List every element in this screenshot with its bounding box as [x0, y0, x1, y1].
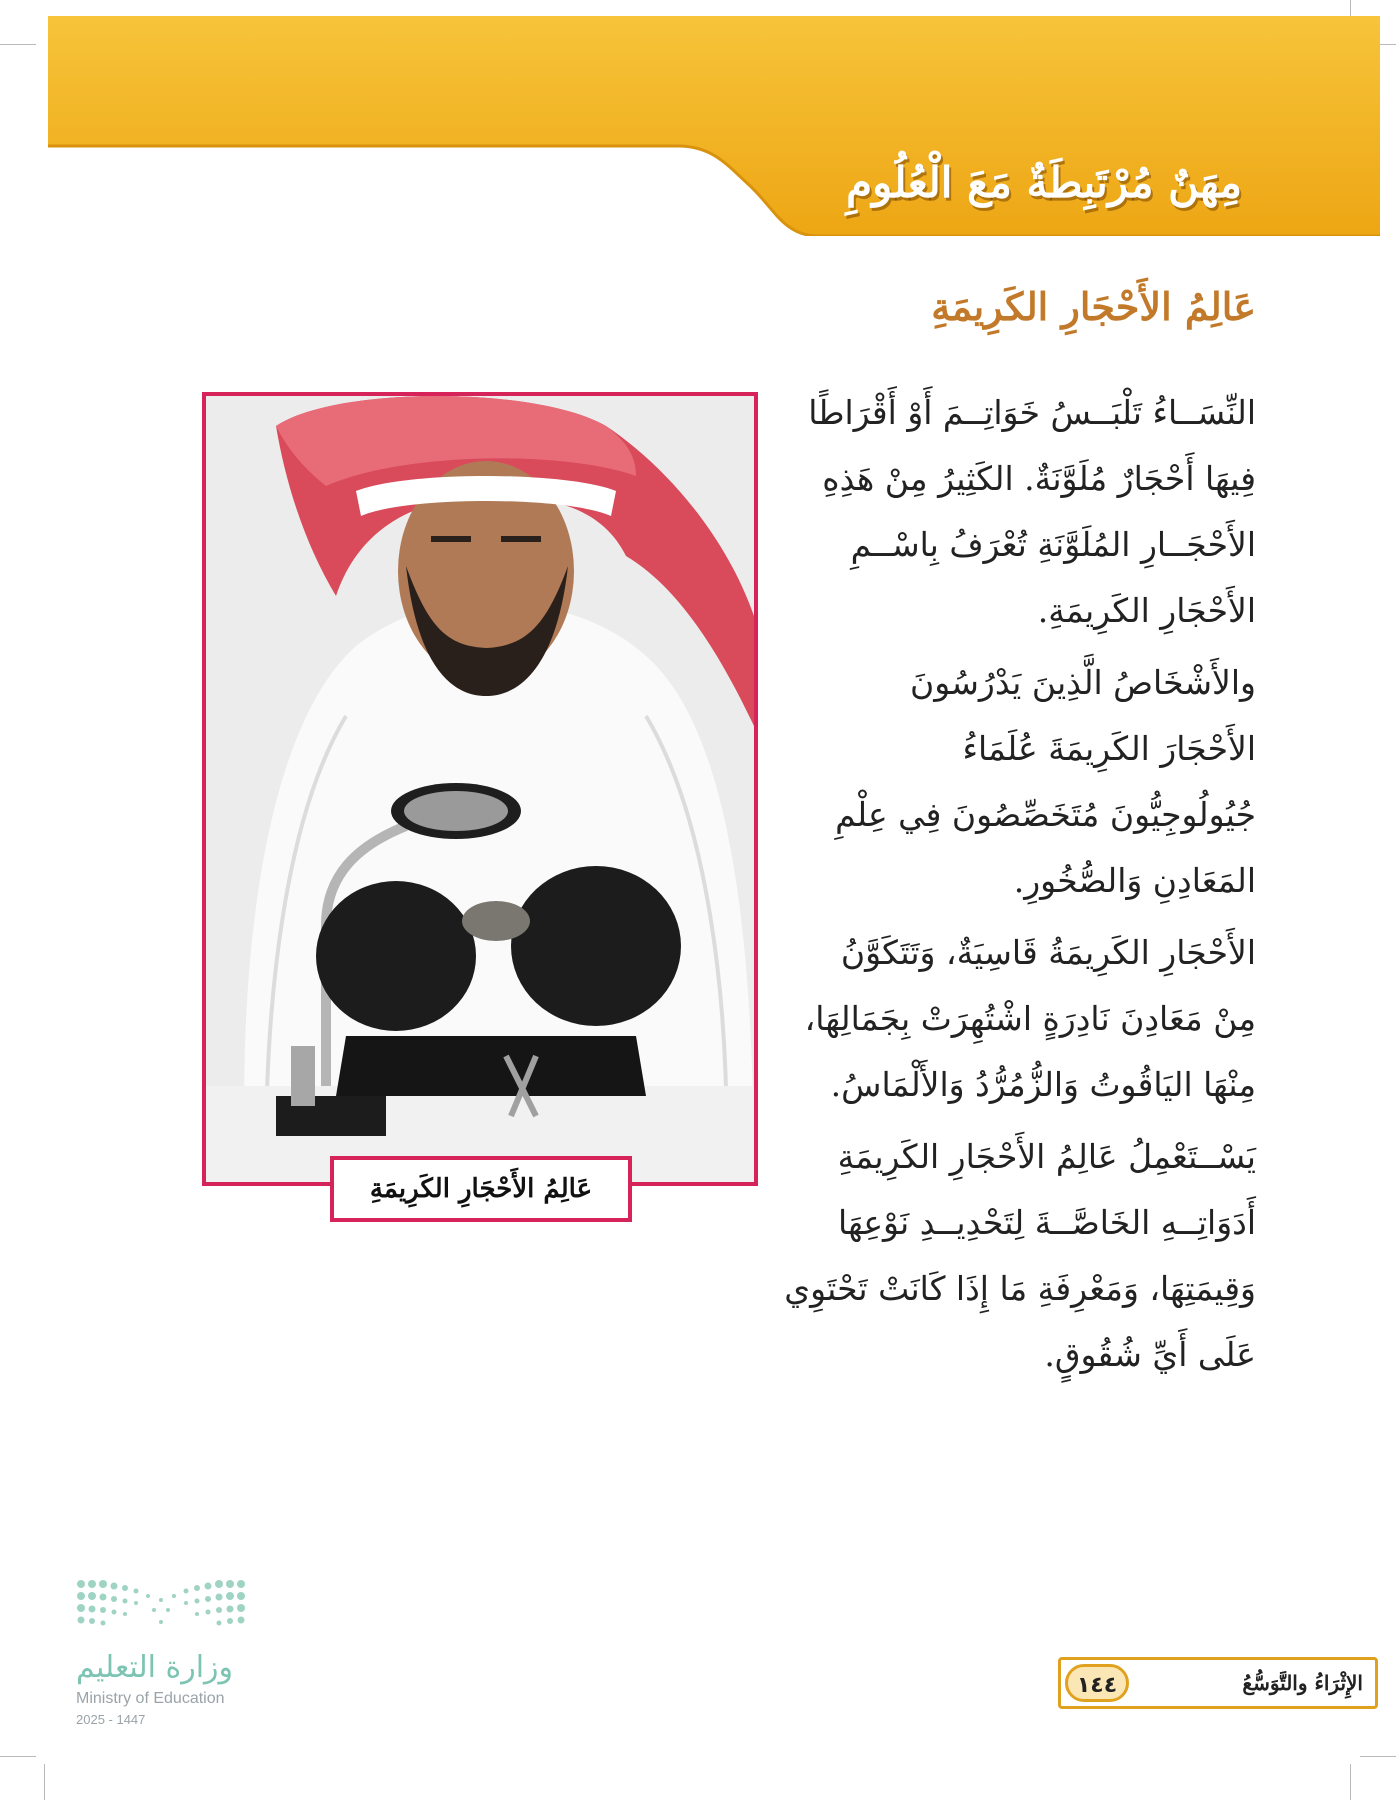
section-title: عَالِمُ الأَحْجَارِ الكَرِيمَةِ — [931, 284, 1256, 329]
page-footer — [1058, 1657, 1378, 1709]
page-title: مِهَنٌ مُرْتَبِطَةٌ مَعَ الْعُلُومِ — [846, 158, 1242, 207]
text-line: أَدَوَاتِــهِ الخَاصَّــةَ لِتَحْدِيــدِ نَوْعِهَا — [838, 1203, 1256, 1242]
text-line: الأَحْجَارِ الكَرِيمَةِ. — [1037, 591, 1256, 630]
text-line: الأَحْجَارِ الكَرِيمَةُ قَاسِيَةٌ، وَتَتَكَوَّنُ — [840, 933, 1256, 972]
photo-caption: عَالِمُ الأَحْجَارِ الكَرِيمَةِ — [330, 1156, 632, 1222]
text-line: الأَحْجَارَ الكَرِيمَةَ عُلَمَاءُ — [962, 729, 1256, 768]
footer-section-label: الإِثْرَاءُ والتَّوَسُّعُ — [1242, 1671, 1363, 1695]
text-line: عَلَى أَيِّ شُقُوقٍ. — [1044, 1335, 1256, 1374]
text-line: والأَشْخَاصُ الَّذِينَ يَدْرُسُونَ — [909, 663, 1256, 702]
text-line: مِنْهَا اليَاقُوتُ وَالزُّمُرُّدُ وَالأَلْمَاسُ. — [830, 1065, 1256, 1104]
text-line: الأَحْجَــارِ المُلَوَّنَةِ تُعْرَفُ بِاسْــمِ — [850, 525, 1256, 564]
logo-arabic-text: وزارة التعليم — [76, 1650, 234, 1685]
page-number: ١٤٤ — [1065, 1664, 1129, 1702]
text-line: جُيُولُوجِيُّونَ مُتَخَصِّصُونَ فِي عِلْمِ — [835, 795, 1256, 834]
text-line: فِيهَا أَحْجَارٌ مُلَوَّنَةٌ. الكَثِيرُ مِنْ هَذِهِ — [822, 459, 1256, 498]
crop-mark — [1350, 1764, 1351, 1800]
crop-mark — [0, 1756, 36, 1757]
logo-dots-icon — [76, 1578, 246, 1638]
text-line: يَسْــتَعْمِلُ عَالِمُ الأَحْجَارِ الكَرِيمَةِ — [837, 1137, 1256, 1176]
ministry-logo — [76, 1578, 266, 1728]
header-banner — [48, 16, 1380, 236]
text-line: مِنْ مَعَادِنَ نَادِرَةٍ اشْتُهِرَتْ بِجَمَالِهَا، — [804, 999, 1256, 1038]
logo-english-text: Ministry of Education — [76, 1690, 225, 1707]
gemologist-photo — [202, 392, 758, 1186]
crop-mark — [44, 1764, 45, 1800]
text-line: وَقِيمَتِهَا، وَمَعْرِفَةِ مَا إِذَا كَانَتْ تَحْتَوِي — [784, 1269, 1256, 1308]
text-line: المَعَادِنِ وَالصُّخُورِ. — [1013, 861, 1256, 900]
logo-year-text: 2025 - 1447 — [76, 1712, 146, 1727]
crop-mark — [0, 44, 36, 45]
text-line: النِّسَــاءُ تَلْبَــسُ خَوَاتِــمَ أَوْ أَقْرَاطًا — [808, 393, 1256, 432]
crop-mark — [1360, 1756, 1396, 1757]
